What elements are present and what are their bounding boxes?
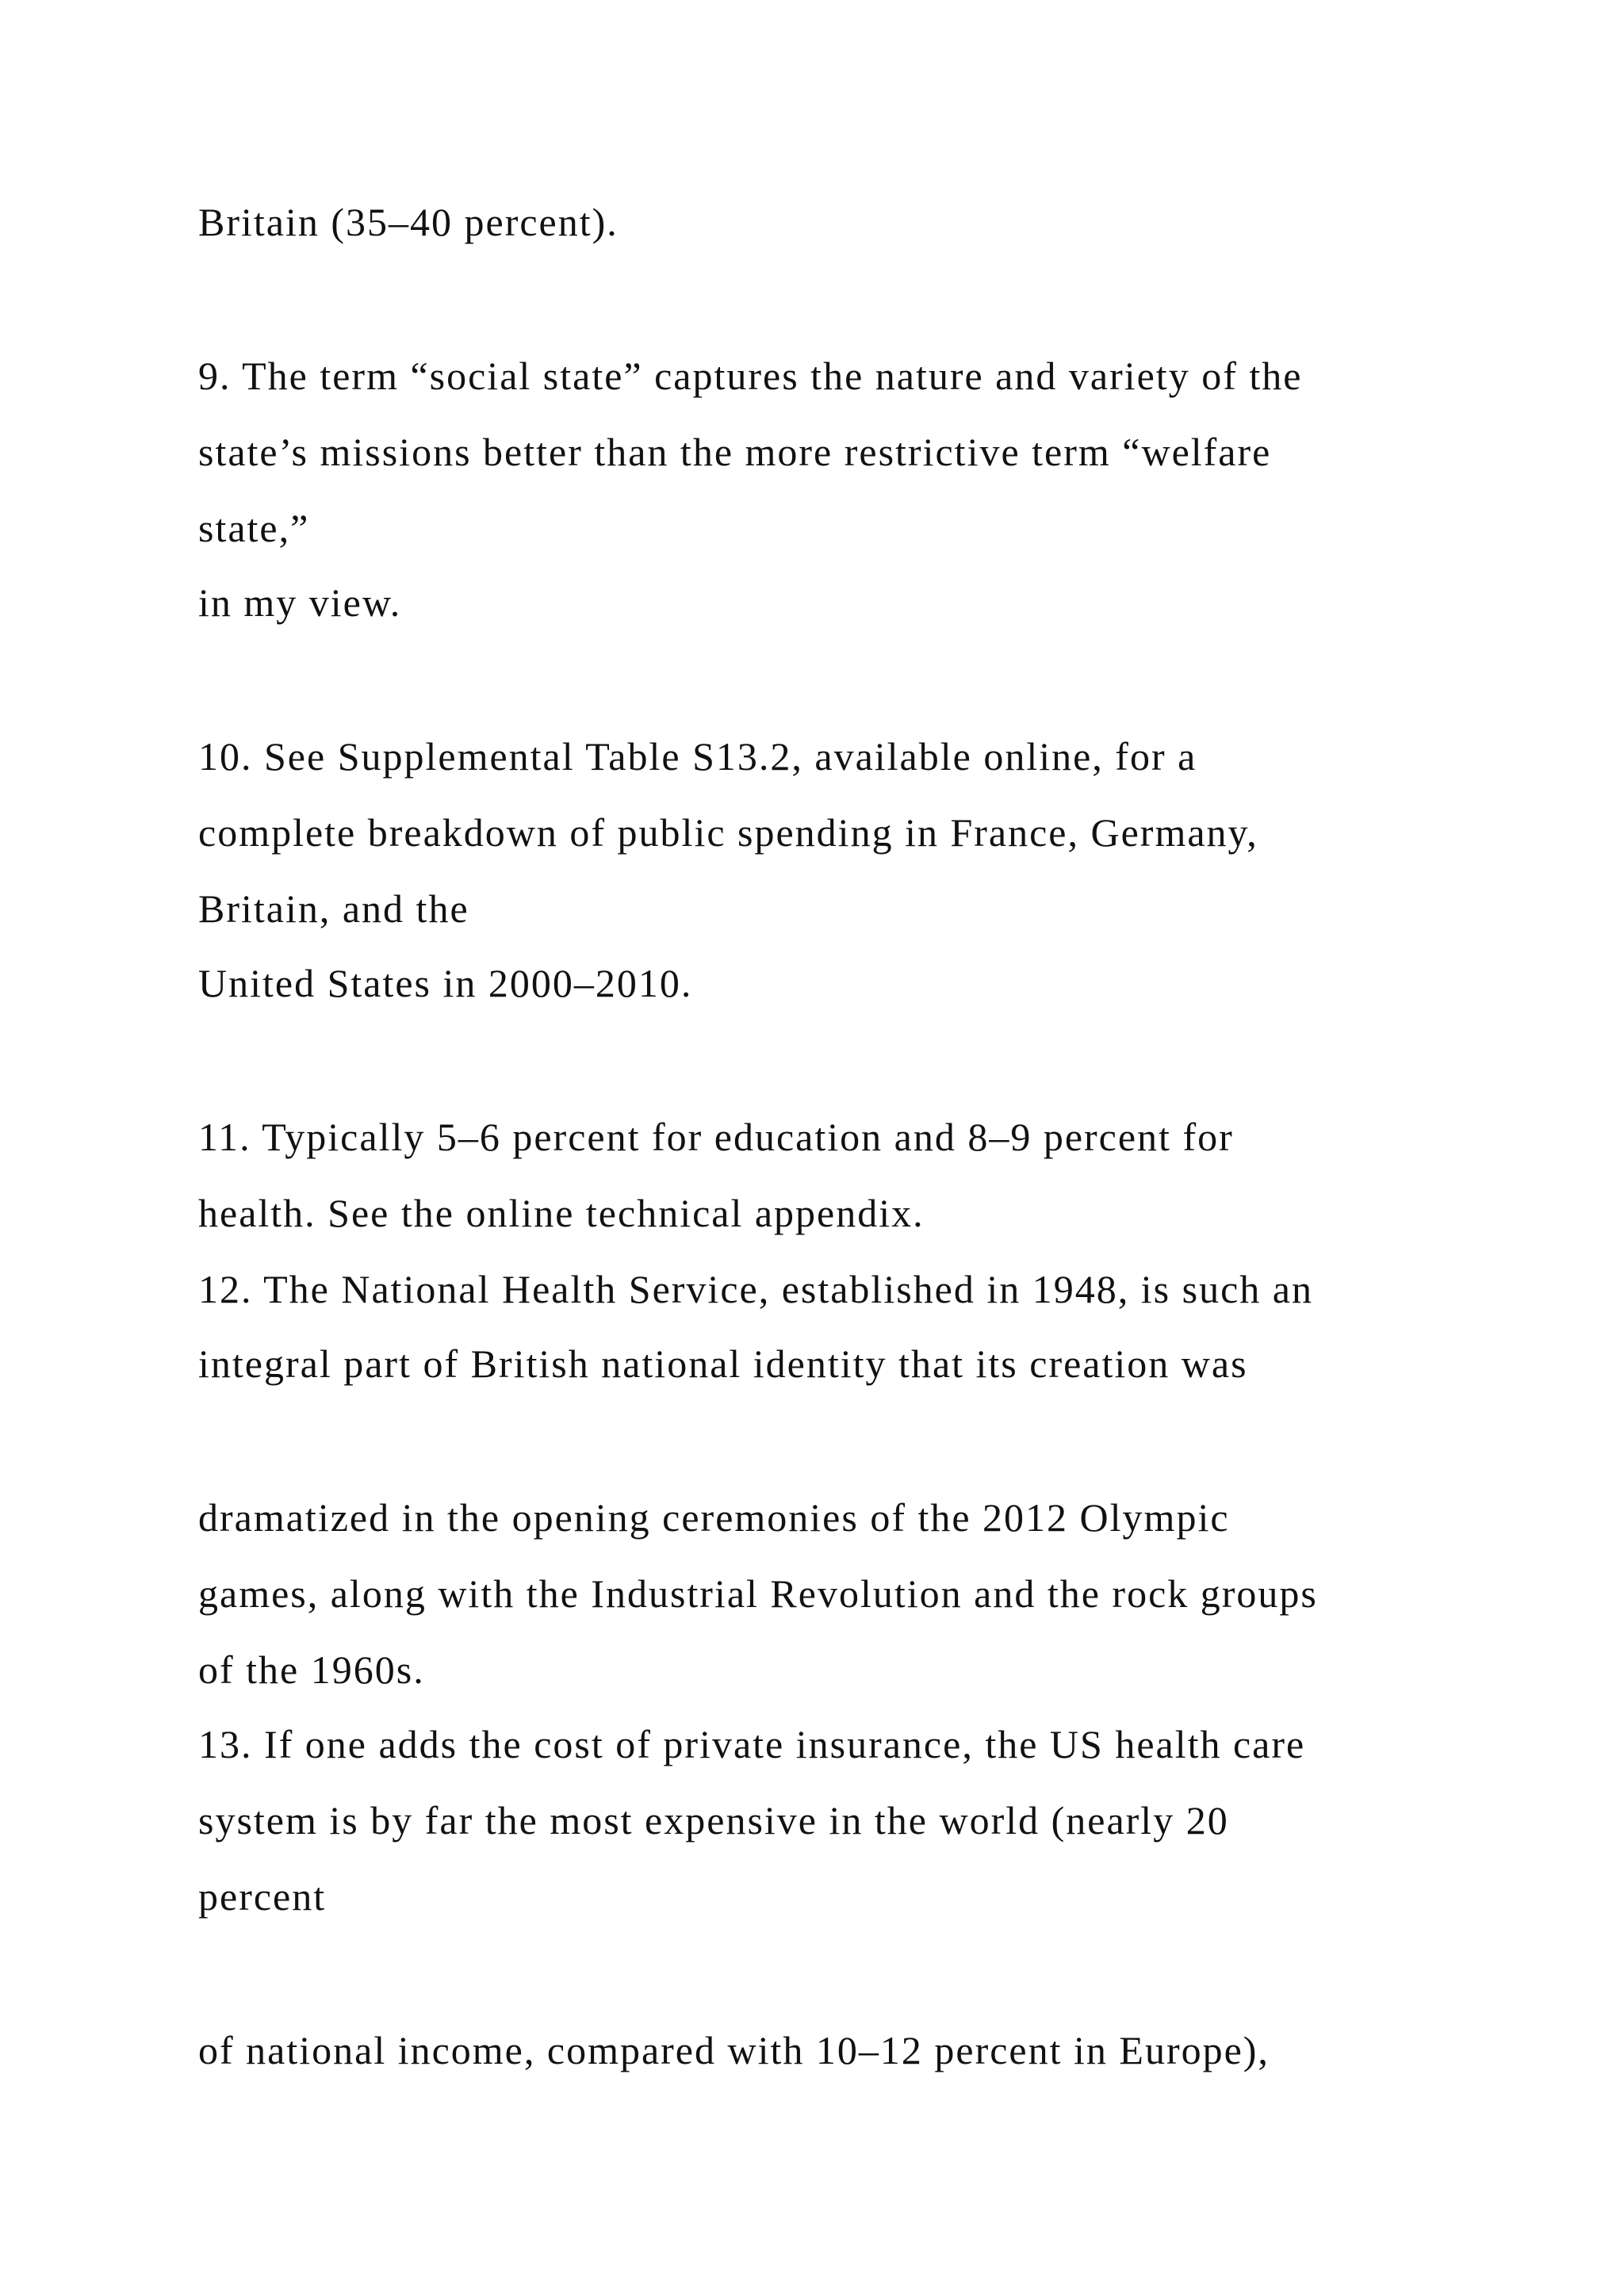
text-line: complete breakdown of public spending in France, Germany,	[198, 810, 1258, 855]
text-line: state,”	[198, 506, 310, 550]
text-line: Britain (35–40 percent).	[198, 200, 619, 244]
text-line: in my view.	[198, 580, 402, 625]
text-line: 9. The term “social state” captures the nature and variety of the	[198, 354, 1303, 398]
text-line: percent	[198, 1874, 327, 1919]
text-line: health. See the online technical appendix.	[198, 1191, 925, 1235]
text-line: system is by far the most expensive in the world (nearly 20	[198, 1798, 1229, 1843]
text-line: United States in 2000–2010.	[198, 961, 693, 1005]
text-line: 11. Typically 5–6 percent for education and 8–9 percent for	[198, 1115, 1234, 1159]
text-line: integral part of British national identity that its creation was	[198, 1341, 1248, 1386]
text-line: games, along with the Industrial Revolution and the rock groups	[198, 1571, 1318, 1616]
text-line: Britain, and the	[198, 886, 469, 931]
text-line: 12. The National Health Service, established in 1948, is such an	[198, 1267, 1313, 1311]
text-line: 10. See Supplemental Table S13.2, available online, for a	[198, 734, 1197, 779]
text-line: of the 1960s.	[198, 1647, 425, 1692]
text-line: state’s missions better than the more restrictive term “welfare	[198, 430, 1272, 474]
text-line: 13. If one adds the cost of private insurance, the US health care	[198, 1722, 1306, 1766]
text-line: of national income, compared with 10–12 percent in Europe),	[198, 2028, 1270, 2072]
text-line: dramatized in the opening ceremonies of the 2012 Olympic	[198, 1495, 1230, 1540]
